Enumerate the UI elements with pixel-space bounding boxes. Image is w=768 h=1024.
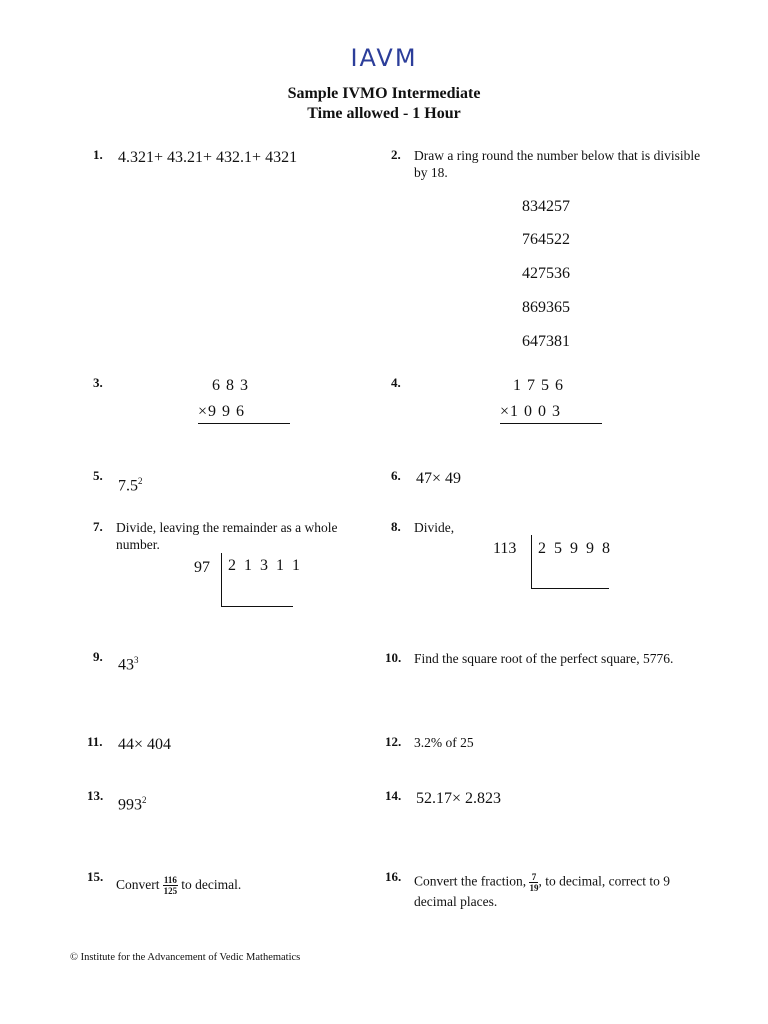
- question-16-denominator: 19: [529, 883, 539, 893]
- question-15-denominator: 125: [163, 886, 178, 897]
- question-8-division-bar: [531, 535, 532, 589]
- footer-copyright: © Institute for the Advancement of Vedic Mathematics: [70, 952, 301, 963]
- question-16-number: 16.: [385, 869, 402, 884]
- question-11-number: 11.: [87, 734, 103, 749]
- question-8-divisor: 113: [493, 540, 517, 557]
- question-5-base: 7.5: [118, 477, 138, 495]
- question-2-option: 764522: [522, 231, 570, 248]
- question-7-text: Divide, leaving the remainder as a whole number.: [116, 520, 338, 552]
- question-2-text: Draw a ring round the number below that is divisible by 18.: [414, 148, 701, 180]
- question-13-expression: [118, 795, 147, 814]
- question-2-option: 427536: [522, 265, 570, 282]
- question-15-number: 15.: [87, 869, 104, 884]
- question-9-exponent: 3: [134, 655, 139, 665]
- question-7-division-base: [221, 606, 293, 607]
- question-4-multiplier: ×1 0 0 3: [500, 403, 562, 420]
- question-12-number: 12.: [385, 734, 402, 749]
- question-3-multiplier: ×9 9 6: [198, 403, 246, 420]
- question-9-expression: [118, 655, 139, 674]
- question-10-number: 10.: [385, 650, 402, 665]
- question-3-underline: [198, 423, 290, 424]
- question-2-option: 647381: [522, 333, 570, 350]
- question-4-number: 4.: [391, 375, 401, 390]
- question-8-division-base: [531, 588, 609, 589]
- question-5-expression: [118, 476, 143, 495]
- question-6-expression: 47× 49: [416, 470, 462, 487]
- question-11-expression: 44× 404: [118, 736, 172, 753]
- question-8-number: 8.: [391, 519, 401, 534]
- question-15-numerator: 116: [163, 875, 177, 886]
- page-title: Sample IVMO Intermediate: [287, 85, 481, 102]
- question-15-prefix: Convert: [116, 877, 160, 892]
- question-1-expression: 4.321+ 43.21+ 432.1+ 4321: [118, 149, 298, 166]
- question-5-number: 5.: [93, 468, 103, 483]
- question-4-multiplicand: 1 7 5 6: [513, 377, 564, 394]
- question-13-number: 13.: [87, 788, 104, 803]
- question-7-dividend: 2 1 3 1 1: [228, 557, 302, 574]
- question-7-division-bar: [221, 553, 222, 607]
- question-16-prefix: Convert the fraction,: [414, 873, 527, 889]
- question-16-numerator: 7: [529, 872, 538, 883]
- question-15-fraction: [163, 875, 178, 896]
- question-14-number: 14.: [385, 788, 402, 803]
- question-13-exponent: 2: [142, 795, 147, 805]
- question-14-expression: 52.17× 2.823: [416, 790, 502, 807]
- question-16-text: [414, 872, 704, 910]
- question-3-number: 3.: [93, 375, 103, 390]
- question-2-number: 2.: [391, 147, 401, 162]
- question-6-number: 6.: [391, 468, 401, 483]
- question-2-option: 869365: [522, 299, 570, 316]
- question-7-number: 7.: [93, 519, 103, 534]
- question-1-number: 1.: [93, 147, 103, 162]
- page-subtitle: Time allowed - 1 Hour: [307, 105, 461, 122]
- question-10-text: Find the square root of the perfect square, 5776.: [414, 651, 674, 666]
- question-8-text: Divide,: [414, 520, 455, 535]
- question-15-text: [116, 872, 241, 898]
- question-4-underline: [500, 423, 602, 424]
- question-15-suffix: to decimal.: [181, 877, 242, 892]
- question-9-number: 9.: [93, 649, 103, 664]
- question-13-base: 993: [118, 796, 142, 814]
- question-2-option: 834257: [522, 198, 570, 215]
- question-16-suffix: , to decimal, correct to 9 decimal places.: [414, 873, 671, 909]
- question-12-text: 3.2% of 25: [414, 735, 474, 750]
- iavm-logo: IAVM: [350, 44, 418, 72]
- question-3-multiplicand: 6 8 3: [212, 377, 249, 394]
- question-7-divisor: 97: [194, 559, 210, 576]
- question-9-base: 43: [118, 656, 134, 674]
- question-8-dividend: 2 5 9 9 8: [538, 540, 612, 557]
- question-5-exponent: 2: [138, 476, 143, 486]
